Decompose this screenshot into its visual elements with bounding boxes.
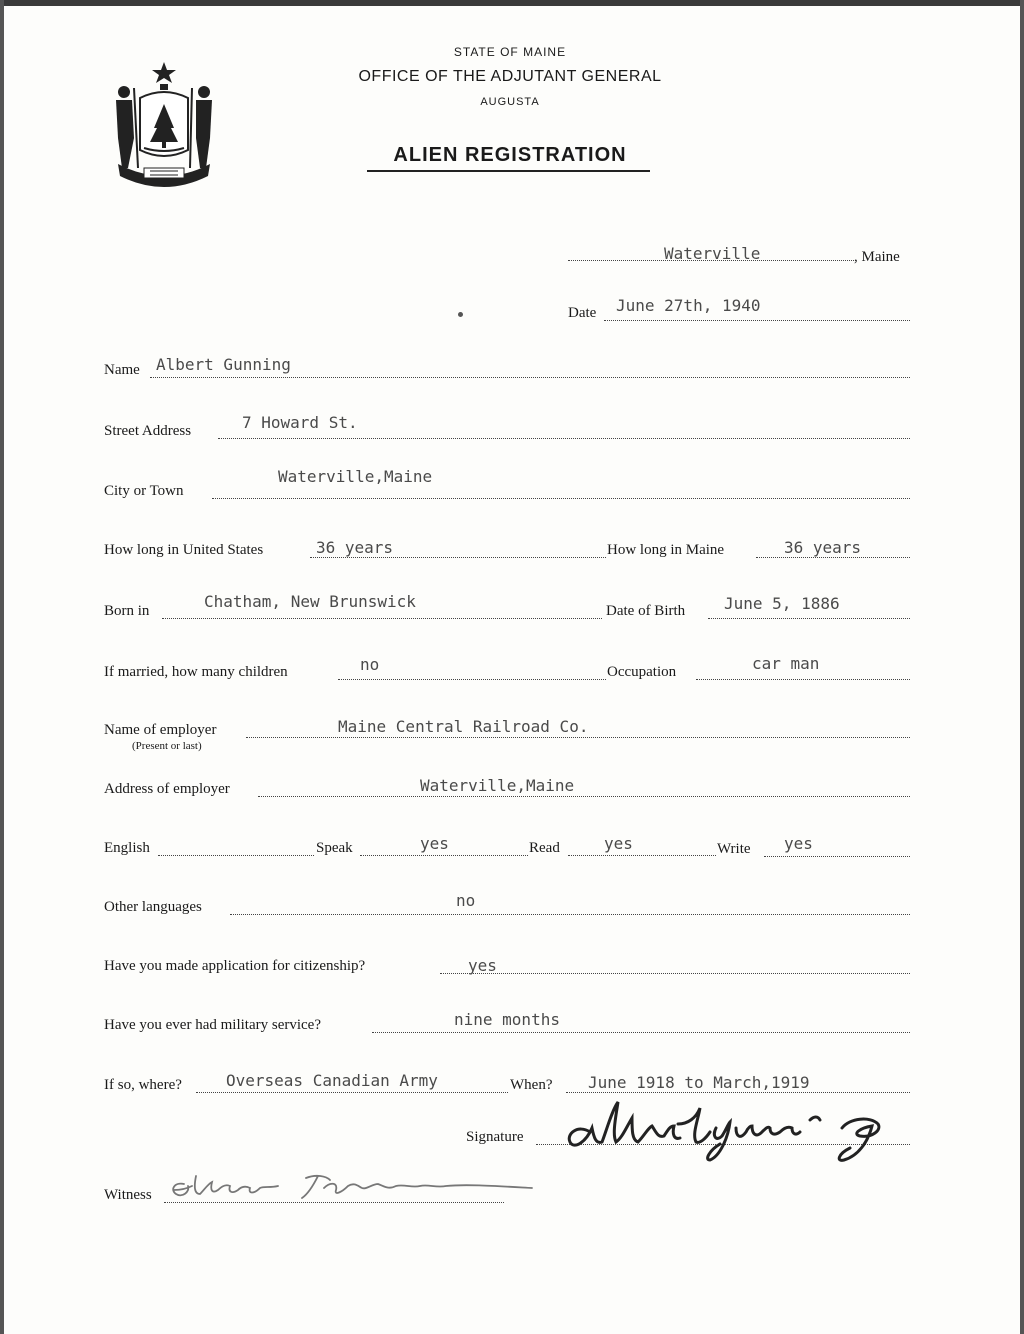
other-languages-dotted-line (230, 914, 910, 915)
other-languages-label: Other languages (104, 899, 202, 915)
stray-mark (458, 312, 463, 317)
military-value: nine months (454, 1010, 560, 1029)
speak-dotted-line (360, 855, 528, 856)
occupation-dotted-line (696, 679, 910, 680)
witness-label: Witness (104, 1187, 152, 1203)
born-in-label: Born in (104, 603, 150, 619)
header-state: STATE OF MAINE (453, 45, 567, 59)
how-long-us-label: How long in United States (104, 542, 264, 558)
street-value: 7 Howard St. (242, 413, 358, 432)
other-languages-value: no (456, 891, 476, 910)
employer-label: Name of employer (104, 722, 217, 738)
dob-label: Date of Birth (606, 603, 686, 619)
occupation-label: Occupation (607, 664, 677, 680)
speak-label: Speak (316, 840, 353, 856)
employer-address-label: Address of employer (104, 781, 230, 797)
children-value: no (360, 655, 380, 674)
witness-signature (166, 1168, 536, 1208)
employer-address-value: Waterville,Maine (420, 776, 575, 795)
how-long-maine-value: 36 years (784, 538, 862, 557)
street-label: Street Address (104, 423, 192, 439)
military-dotted-line (372, 1032, 910, 1033)
when-value: June 1918 to March,1919 (588, 1073, 810, 1092)
city-label: City or Town (104, 483, 184, 499)
speak-value: yes (420, 834, 449, 853)
scan-border-top (0, 0, 1024, 6)
name-value: Albert Gunning (156, 355, 291, 374)
read-dotted-line (568, 855, 716, 856)
write-dotted-line (764, 856, 910, 857)
dob-dotted-line (708, 618, 910, 619)
read-value: yes (604, 834, 633, 853)
how-long-us-value: 36 years (316, 538, 394, 557)
how-long-maine-label: How long in Maine (607, 542, 725, 558)
write-label: Write (717, 841, 751, 857)
born-in-value: Chatham, New Brunswick (204, 592, 416, 611)
signature-label: Signature (466, 1129, 524, 1145)
city-value: Waterville,Maine (278, 467, 433, 486)
place-suffix: , Maine (854, 249, 900, 265)
name-label: Name (104, 362, 140, 378)
header-office: OFFICE OF THE ADJUTANT GENERAL (358, 68, 662, 85)
employer-value: Maine Central Railroad Co. (338, 717, 589, 736)
where-label: If so, where? (104, 1077, 182, 1093)
citizenship-value: yes (468, 956, 497, 975)
date-label: Date (568, 305, 597, 321)
scan-border-right (1020, 0, 1024, 1334)
title-underline (367, 170, 650, 172)
children-label: If married, how many children (104, 664, 288, 680)
occupation-value: car man (752, 654, 820, 673)
form-title: ALIEN REGISTRATION (393, 144, 627, 166)
employer-sublabel: (Present or last) (132, 740, 202, 752)
citizenship-label: Have you made application for citizenship? (104, 958, 366, 974)
street-dotted-line (218, 438, 910, 439)
when-dotted-line (566, 1092, 910, 1093)
where-dotted-line (196, 1092, 508, 1093)
dob-value: June 5, 1886 (724, 594, 840, 613)
how-long-us-dotted-line (310, 557, 606, 558)
scan-border-left (0, 0, 4, 1334)
handwritten-signature (560, 1098, 910, 1164)
born-in-dotted-line (162, 618, 602, 619)
how-long-maine-dotted-line (756, 557, 910, 558)
place-value: Waterville (664, 244, 761, 263)
write-value: yes (784, 834, 813, 853)
employer-address-dotted-line (258, 796, 910, 797)
english-label: English (104, 840, 150, 856)
date-dotted-line (604, 320, 910, 321)
read-label: Read (529, 840, 560, 856)
employer-dotted-line (246, 737, 910, 738)
city-dotted-line (212, 498, 910, 499)
date-value: June 27th, 1940 (616, 296, 761, 315)
military-label: Have you ever had military service? (104, 1017, 321, 1033)
name-dotted-line (150, 377, 910, 378)
header-city: AUGUSTA (480, 96, 540, 108)
where-value: Overseas Canadian Army (226, 1071, 438, 1090)
children-dotted-line (338, 679, 606, 680)
citizenship-dotted-line (440, 973, 910, 974)
when-label: When? (510, 1077, 553, 1093)
english-dotted-line (158, 855, 314, 856)
